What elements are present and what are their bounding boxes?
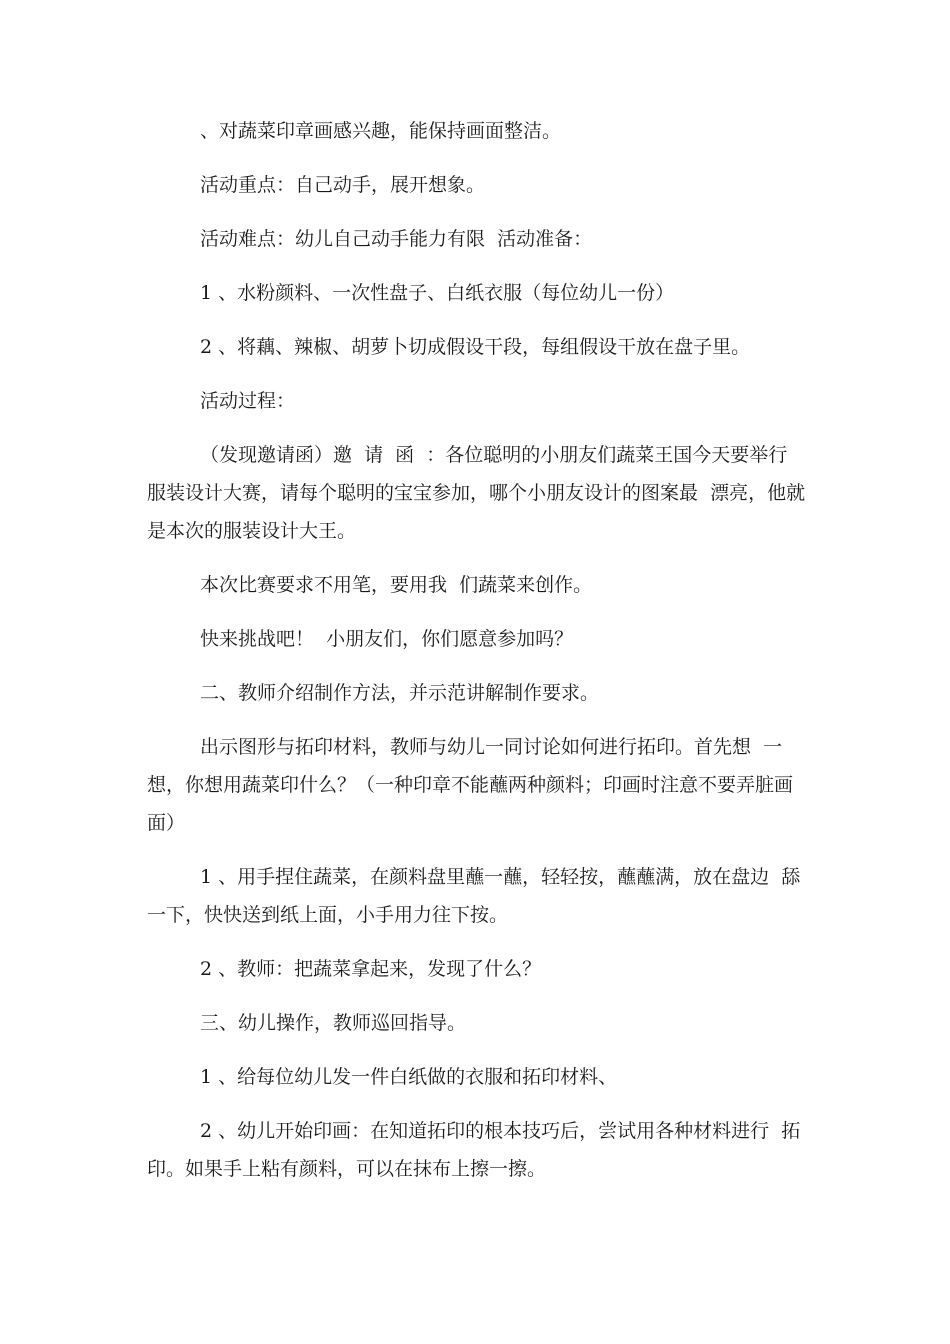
paragraph-step-two-heading: 二、教师介绍制作方法，并示范讲解制作要求。 [200, 682, 600, 704]
paragraph-demonstration: 出示图形与拓印材料，教师与幼儿一同讨论如何进行拓印。首先想 一想，你想用蔬菜印什么？（一种印章不能蘸两种颜料；印画时注意不要弄脏画面） [147, 736, 794, 834]
paragraph-key-point: 活动重点：自己动手，展开想象。 [200, 174, 486, 196]
paragraph-difficulty: 活动难点：幼儿自己动手能力有限 活动准备： [200, 228, 593, 250]
paragraph-operation-1: 1 、给每位幼儿发一件白纸做的衣服和拓印材料、 [200, 1066, 618, 1088]
paragraph-contest-rule: 本次比赛要求不用笔，要用我 们蔬菜来创作。 [200, 574, 593, 596]
paragraph-goal: 、对蔬菜印章画感兴趣，能保持画面整洁。 [200, 120, 562, 142]
paragraph-invitation: （发现邀请函）邀 请 函 ：各位聪明的小朋友们蔬菜王国今天要举行 服装设计大赛，请每个聪明的宝宝参加，哪个小朋友设计的图案最 漂亮，他就是本次的服装设计大王。 [147, 444, 806, 542]
paragraph-process-heading: 活动过程： [200, 390, 296, 412]
paragraph-challenge: 快来挑战吧！ 小朋友们，你们愿意参加吗？ [200, 628, 574, 650]
paragraph-method-2: 2 、教师：把蔬菜拿起来，发现了什么？ [200, 958, 542, 980]
paragraph-method-1: 1 、用手捏住蔬菜，在颜料盘里蘸一蘸，轻轻按，蘸蘸满，放在盘边 舔一下，快快送到纸上面，小手用力往下按。 [147, 866, 801, 926]
paragraph-preparation-2: 2 、将藕、辣椒、胡萝卜切成假设干段，每组假设干放在盘子里。 [200, 336, 751, 358]
paragraph-preparation-1: 1 、水粉颜料、一次性盘子、白纸衣服（每位幼儿一份） [200, 282, 675, 304]
paragraph-operation-2: 2 、幼儿开始印画：在知道拓印的根本技巧后，尝试用各种材料进行 拓印。如果手上粘有颜料，可以在抹布上擦一擦。 [147, 1120, 801, 1180]
paragraph-step-three-heading: 三、幼儿操作，教师巡回指导。 [200, 1012, 467, 1034]
